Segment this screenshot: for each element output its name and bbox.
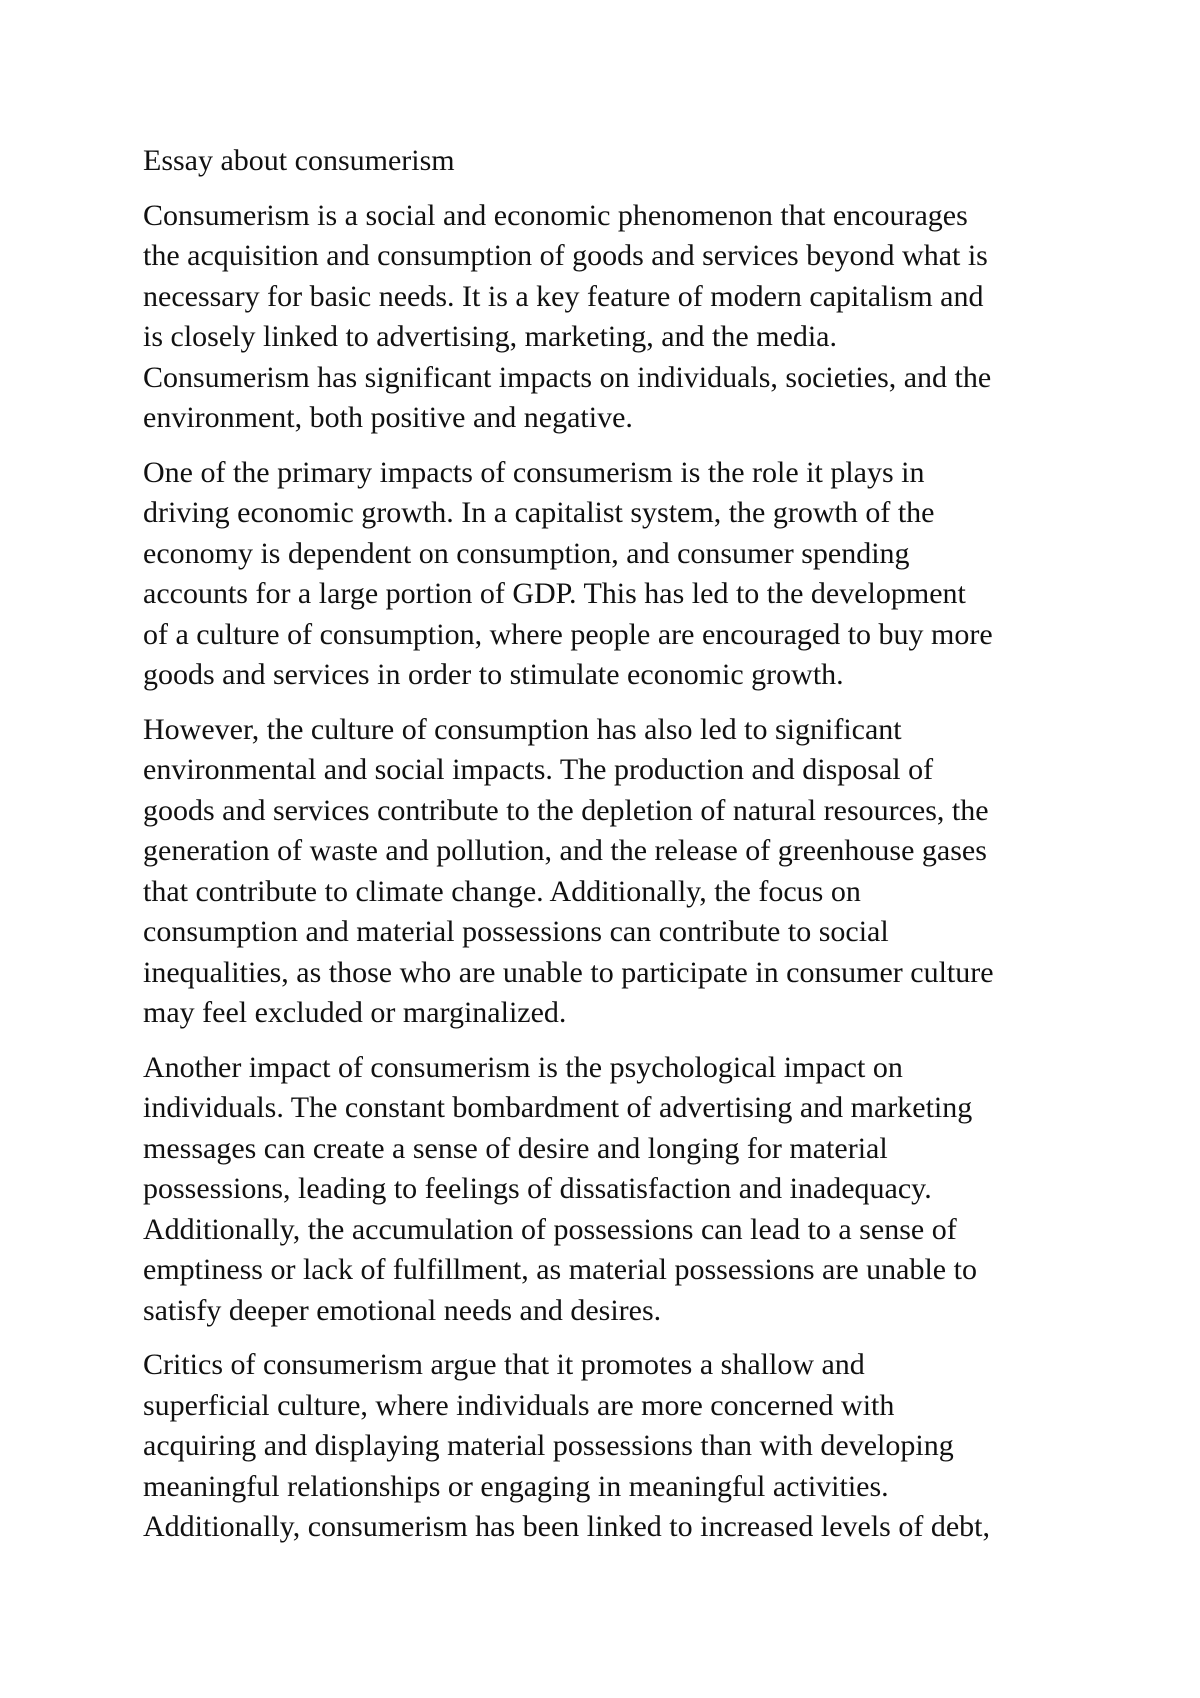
text-line: individuals. The constant bombardment of advertising and marketing bbox=[143, 1091, 973, 1124]
text-line: economy is dependent on consumption, and consumer spending bbox=[143, 536, 910, 570]
text-line: environmental and social impacts. The production and disposal of bbox=[143, 753, 934, 786]
text-line: inequalities, as those who are unable to participate in consumer culture bbox=[143, 955, 994, 989]
paragraph-5 bbox=[143, 1345, 1083, 1548]
text-line: messages can create a sense of desire and longing for material bbox=[143, 1131, 888, 1165]
paragraph-4 bbox=[143, 1048, 1083, 1332]
text-line: consumption and material possessions can contribute to social bbox=[143, 915, 889, 948]
text-line: acquiring and displaying material possessions than with developing bbox=[143, 1429, 954, 1462]
text-line: meaningful relationships or engaging in meaningful activities. bbox=[143, 1469, 889, 1503]
paragraph-2 bbox=[143, 453, 1083, 696]
paragraph-1 bbox=[143, 196, 1083, 439]
text-line: generation of waste and pollution, and the release of greenhouse gases bbox=[143, 834, 987, 867]
text-line: is closely linked to advertising, marketing, and the media. bbox=[143, 320, 837, 353]
text-line: may feel excluded or marginalized. bbox=[143, 996, 567, 1029]
text-line: Additionally, consumerism has been linked to increased levels of debt, bbox=[143, 1510, 991, 1543]
text-line: necessary for basic needs. It is a key feature of modern capitalism and bbox=[143, 279, 984, 313]
text-line: goods and services contribute to the depletion of natural resources, the bbox=[143, 793, 989, 827]
text-line: accounts for a large portion of GDP. This has led to the development bbox=[143, 577, 966, 610]
text-line: driving economic growth. In a capitalist system, the growth of the bbox=[143, 496, 935, 529]
text-line: that contribute to climate change. Additionally, the focus on bbox=[143, 874, 861, 908]
text-line: superficial culture, where individuals are more concerned with bbox=[143, 1388, 895, 1422]
text-line: goods and services in order to stimulate economic growth. bbox=[143, 658, 844, 691]
text-line: environment, both positive and negative. bbox=[143, 401, 633, 434]
text-line: Consumerism has significant impacts on individuals, societies, and the bbox=[143, 360, 992, 394]
text-line: Another impact of consumerism is the psychological impact on bbox=[143, 1050, 903, 1084]
text-line: emptiness or lack of fulfillment, as material possessions are unable to bbox=[143, 1253, 977, 1286]
text-line: of a culture of consumption, where people are encouraged to buy more bbox=[143, 617, 993, 651]
essay-title: Essay about consumerism bbox=[143, 144, 455, 177]
text-line: Critics of consumerism argue that it promotes a shallow and bbox=[143, 1348, 865, 1381]
text-line: However, the culture of consumption has also led to significant bbox=[143, 712, 902, 746]
paragraph-3 bbox=[143, 710, 1083, 1034]
essay-body bbox=[143, 141, 1083, 1562]
text-line: possessions, leading to feelings of dissatisfaction and inadequacy. bbox=[143, 1172, 932, 1205]
text-line: satisfy deeper emotional needs and desires. bbox=[143, 1293, 662, 1327]
text-line: Consumerism is a social and economic phenomenon that encourages bbox=[143, 198, 968, 232]
text-line: Additionally, the accumulation of possessions can lead to a sense of bbox=[143, 1212, 957, 1246]
text-line: One of the primary impacts of consumerism is the role it plays in bbox=[143, 455, 925, 489]
text-line: the acquisition and consumption of goods and services beyond what is bbox=[143, 239, 988, 272]
